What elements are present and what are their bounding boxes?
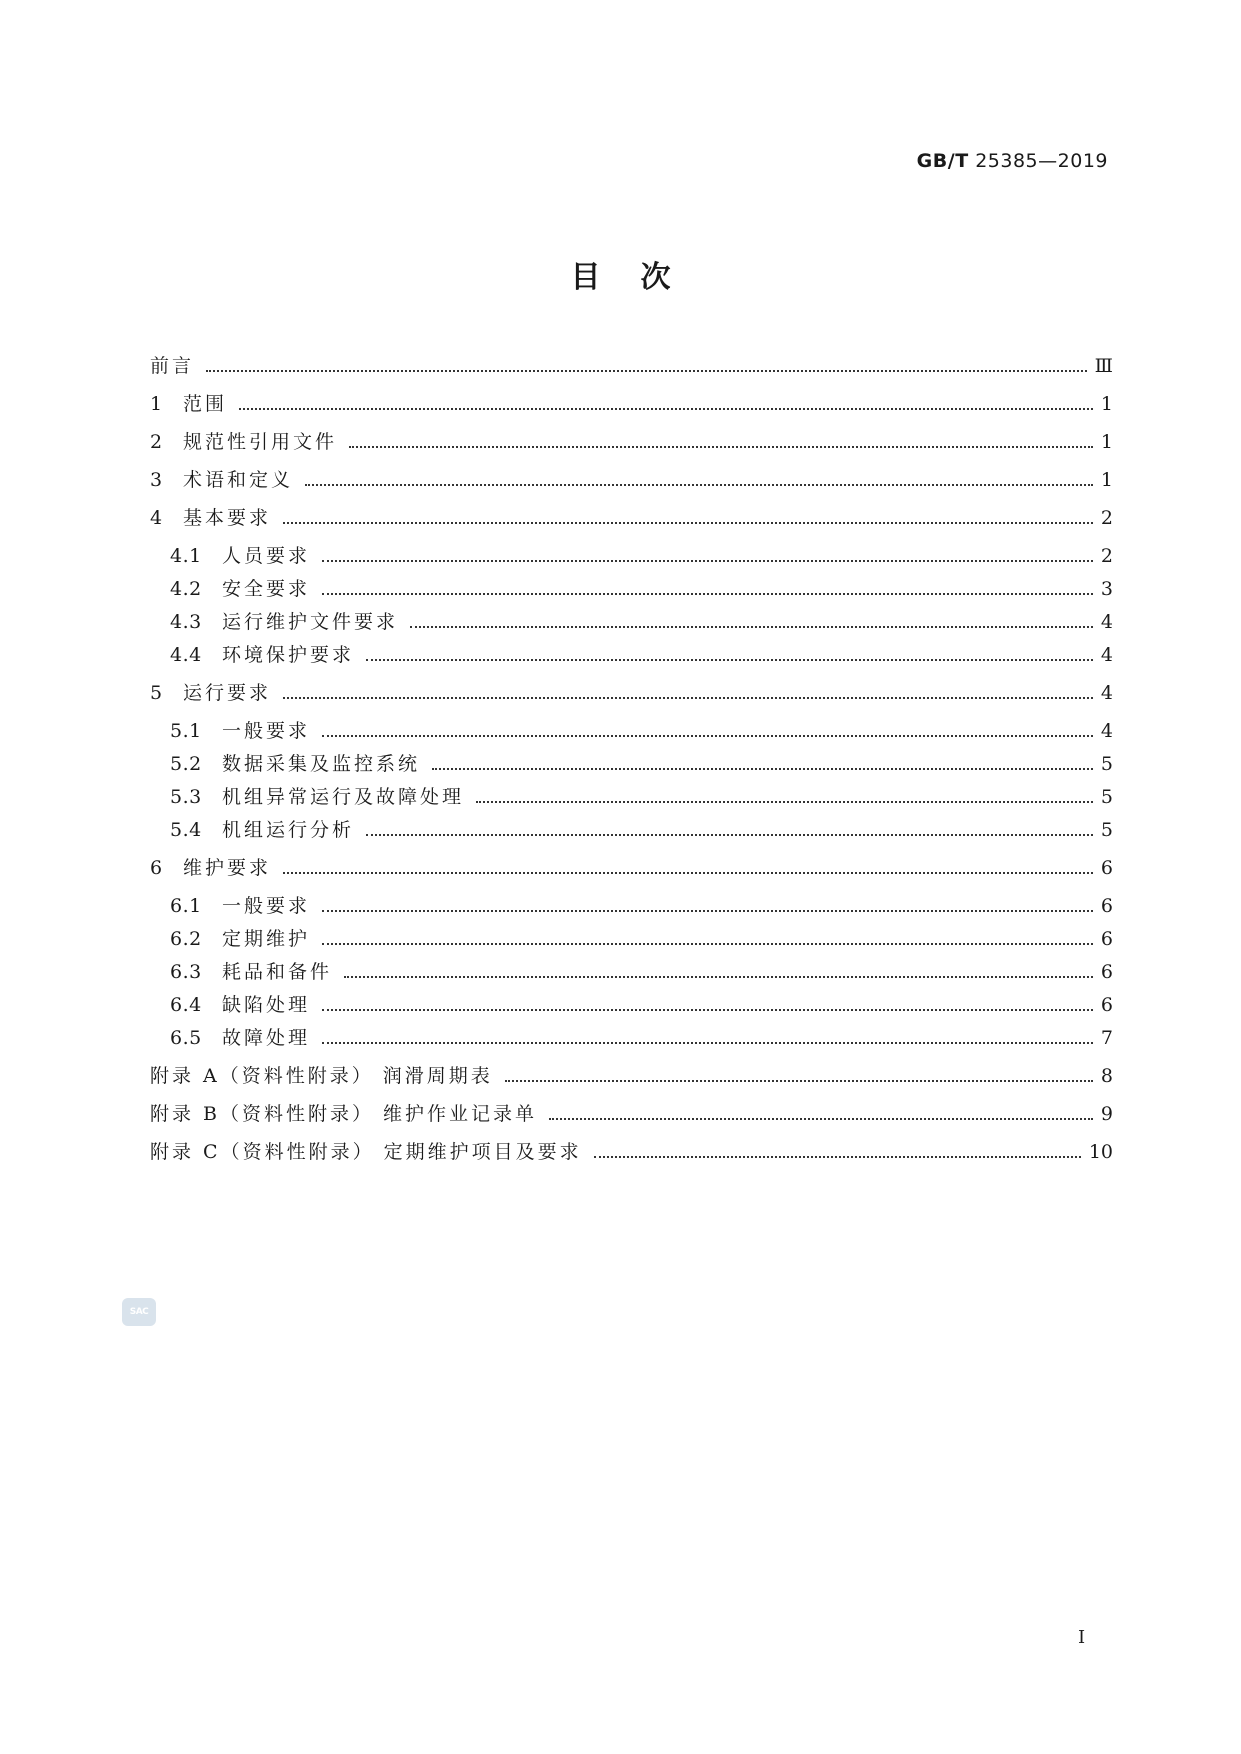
toc-entry-2[interactable] — [150, 429, 1113, 455]
toc-entry-page: 4 — [1100, 644, 1113, 666]
toc-entry-4-3[interactable] — [170, 609, 1113, 635]
toc-entry-number: 5.2 — [170, 753, 202, 775]
dot-leader — [432, 768, 1093, 770]
toc-entry-label: 运行要求 — [183, 682, 272, 704]
toc-entry-number: 6.4 — [170, 994, 202, 1016]
toc-entry-4-1[interactable] — [170, 543, 1113, 569]
toc-entry-label: 术语和定义 — [183, 469, 294, 491]
dot-leader — [366, 834, 1093, 836]
toc-entry-label: 范围 — [183, 393, 228, 415]
toc-entry-number: 3 — [150, 469, 163, 491]
toc-entry-6[interactable] — [150, 855, 1113, 881]
dot-leader — [322, 560, 1093, 562]
toc-entry-label: 缺陷处理 — [222, 994, 311, 1016]
toc-entry-number: 2 — [150, 431, 163, 453]
toc-entry-number: 5.3 — [170, 786, 202, 808]
toc-entry-5-1[interactable] — [170, 718, 1113, 744]
toc-entry-page: 6 — [1100, 961, 1113, 983]
toc-entry-5-4[interactable] — [170, 817, 1113, 843]
toc-entry-page: 1 — [1100, 393, 1113, 415]
toc-entry-page: 7 — [1100, 1027, 1113, 1049]
toc-entry-1[interactable] — [150, 391, 1113, 417]
toc-entry-6-4[interactable] — [170, 992, 1113, 1018]
toc-entry-page: 5 — [1100, 819, 1113, 841]
toc-entry-page: 6 — [1100, 994, 1113, 1016]
toc-entry-page: 4 — [1100, 682, 1113, 704]
toc-entry-number: 4.2 — [170, 578, 202, 600]
toc-entry-page: 5 — [1100, 786, 1113, 808]
toc-entry-4[interactable] — [150, 505, 1113, 531]
toc-entry-label: 人员要求 — [222, 545, 311, 567]
sac-watermark-logo: SAC — [122, 1298, 156, 1326]
toc-entry-label: 耗品和备件 — [222, 961, 333, 983]
standard-code — [917, 150, 1108, 172]
toc-entry-label: 数据采集及监控系统 — [222, 753, 421, 775]
toc-entry-label: 定期维护 — [222, 928, 311, 950]
dot-leader — [344, 976, 1093, 978]
toc-entry-number: 1 — [150, 393, 163, 415]
toc-entry-page: 6 — [1100, 928, 1113, 950]
toc-entry-number: 4.4 — [170, 644, 202, 666]
toc-entry-page: 2 — [1100, 507, 1113, 529]
toc-entry-6-5[interactable] — [170, 1025, 1113, 1051]
toc-entry-6-3[interactable] — [170, 959, 1113, 985]
toc-entry-number: 5 — [150, 682, 163, 704]
toc-entry-number: 4 — [150, 507, 163, 529]
toc-entry-label: 机组异常运行及故障处理 — [222, 786, 465, 808]
toc-entry-appendix-b[interactable] — [150, 1101, 1113, 1127]
toc-entry-number: 6 — [150, 857, 163, 879]
dot-leader — [322, 735, 1093, 737]
toc-entry-number: 4.1 — [170, 545, 202, 567]
toc-entry-label: 前言 — [150, 355, 195, 377]
toc-entry-label: 故障处理 — [222, 1027, 311, 1049]
toc-entry-label: 一般要求 — [222, 895, 311, 917]
toc-entry-page: 5 — [1100, 753, 1113, 775]
dot-leader — [594, 1156, 1081, 1158]
toc-title: 目次 — [570, 260, 711, 295]
toc-entry-3[interactable] — [150, 467, 1113, 493]
toc-entry-label: 安全要求 — [222, 578, 311, 600]
dot-leader — [322, 910, 1093, 912]
dot-leader — [283, 697, 1093, 699]
toc-entry-label: 一般要求 — [222, 720, 311, 742]
dot-leader — [283, 872, 1093, 874]
page-number: I — [1078, 1627, 1086, 1648]
dot-leader — [322, 593, 1093, 595]
toc-entry-page: 4 — [1100, 720, 1113, 742]
toc-entry-page: 1 — [1100, 469, 1113, 491]
toc-entry-6-2[interactable] — [170, 926, 1113, 952]
dot-leader — [322, 1009, 1093, 1011]
toc-entry-label: 运行维护文件要求 — [222, 611, 399, 633]
toc-entry-label: 维护要求 — [183, 857, 272, 879]
dot-leader — [410, 626, 1093, 628]
toc-entry-label: 基本要求 — [183, 507, 272, 529]
toc-entry-4-4[interactable] — [170, 642, 1113, 668]
toc-entry-number: 5.4 — [170, 819, 202, 841]
toc-entry-number: 6.3 — [170, 961, 202, 983]
dot-leader — [322, 943, 1093, 945]
toc-entry-number: 6.2 — [170, 928, 202, 950]
toc-entry-6-1[interactable] — [170, 893, 1113, 919]
dot-leader — [239, 408, 1093, 410]
toc-entry-page: 3 — [1100, 578, 1113, 600]
dot-leader — [366, 659, 1093, 661]
standard-prefix: GB/T — [916, 150, 969, 172]
dot-leader — [283, 522, 1093, 524]
toc-entry-label: 附录 A（资料性附录） 润滑周期表 — [150, 1065, 493, 1087]
toc-entry-label: 机组运行分析 — [222, 819, 355, 841]
toc-entry-page: 10 — [1088, 1141, 1113, 1163]
toc-entry-page: 6 — [1100, 857, 1113, 879]
toc-entry-5-2[interactable] — [170, 751, 1113, 777]
toc-entry-label: 规范性引用文件 — [183, 431, 338, 453]
toc-entry-page: 8 — [1100, 1065, 1113, 1087]
toc-entry-label: 环境保护要求 — [222, 644, 355, 666]
toc-entry-foreword[interactable] — [150, 353, 1113, 379]
dot-leader — [549, 1118, 1093, 1120]
toc-entry-page: 6 — [1100, 895, 1113, 917]
dot-leader — [349, 446, 1093, 448]
toc-entry-number: 6.5 — [170, 1027, 202, 1049]
toc-entry-appendix-a[interactable] — [150, 1063, 1113, 1089]
toc-entry-number: 5.1 — [170, 720, 202, 742]
toc-entry-5-3[interactable] — [170, 784, 1113, 810]
toc-entry-page: 1 — [1100, 431, 1113, 453]
toc-entry-page: 2 — [1100, 545, 1113, 567]
toc-entry-5[interactable] — [150, 680, 1113, 706]
dot-leader — [305, 484, 1093, 486]
toc-entry-appendix-c[interactable] — [150, 1139, 1113, 1165]
dot-leader — [505, 1080, 1093, 1082]
dot-leader — [206, 370, 1087, 372]
toc-entry-label: 附录 C（资料性附录） 定期维护项目及要求 — [150, 1141, 582, 1163]
dot-leader — [322, 1042, 1093, 1044]
toc-entry-page: 9 — [1100, 1103, 1113, 1125]
toc-entry-number: 6.1 — [170, 895, 202, 917]
toc-entry-number: 4.3 — [170, 611, 202, 633]
standard-number: 25385—2019 — [975, 150, 1108, 172]
toc-entry-page: Ⅲ — [1094, 355, 1113, 377]
dot-leader — [476, 801, 1093, 803]
toc-entry-4-2[interactable] — [170, 576, 1113, 602]
toc-entry-label: 附录 B（资料性附录） 维护作业记录单 — [150, 1103, 538, 1125]
toc-entry-page: 4 — [1100, 611, 1113, 633]
